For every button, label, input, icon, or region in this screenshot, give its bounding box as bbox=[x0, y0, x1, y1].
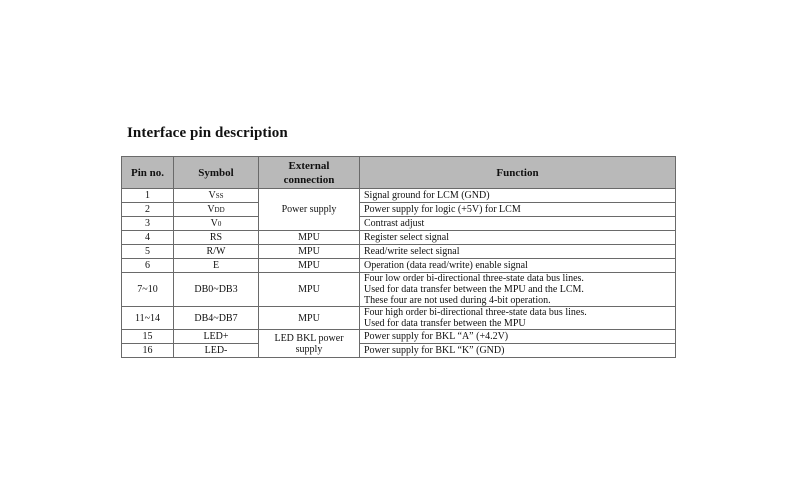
symbol-cell: E bbox=[174, 259, 259, 273]
symbol-cell: DB4~DB7 bbox=[174, 307, 259, 330]
pin-cell: 4 bbox=[122, 231, 174, 245]
function-cell bbox=[360, 330, 676, 344]
function-line: Four high order bi-directional three-state data bus lines. bbox=[364, 307, 587, 318]
function-cell bbox=[360, 307, 676, 330]
external-cell: MPU bbox=[259, 259, 360, 273]
pin-cell: 16 bbox=[122, 344, 174, 358]
pin-cell: 7~10 bbox=[122, 273, 174, 307]
page-title: Interface pin description bbox=[127, 125, 288, 141]
symbol-cell bbox=[174, 189, 259, 203]
pin-cell: 1 bbox=[122, 189, 174, 203]
symbol-subscript: SS bbox=[215, 191, 224, 200]
table-row bbox=[122, 330, 676, 344]
symbol-main: V bbox=[210, 217, 218, 229]
external-cell: MPU bbox=[259, 231, 360, 245]
table-row bbox=[122, 189, 676, 203]
function-line: Operation (data read/write) enable signal bbox=[364, 260, 528, 271]
symbol-cell: LED+ bbox=[174, 330, 259, 344]
external-led-bkl-cell bbox=[259, 330, 360, 358]
function-line: Register select signal bbox=[364, 232, 449, 243]
function-line: Contrast adjust bbox=[364, 218, 425, 229]
header-external-connection bbox=[259, 157, 360, 189]
function-line: Used for data transfer between the MPU and the LCM. bbox=[364, 284, 584, 295]
function-cell bbox=[360, 217, 676, 231]
symbol-cell bbox=[174, 203, 259, 217]
pin-cell: 11~14 bbox=[122, 307, 174, 330]
function-cell bbox=[360, 245, 676, 259]
header-symbol: Symbol bbox=[174, 157, 259, 189]
function-cell bbox=[360, 231, 676, 245]
table-row bbox=[122, 273, 676, 307]
function-line: Signal ground for LCM (GND) bbox=[364, 190, 490, 201]
led-bkl-line2: supply bbox=[295, 343, 323, 355]
table-row bbox=[122, 245, 676, 259]
pin-cell: 6 bbox=[122, 259, 174, 273]
function-cell bbox=[360, 189, 676, 203]
table-row bbox=[122, 217, 676, 231]
symbol-cell: R/W bbox=[174, 245, 259, 259]
symbol-subscript: DD bbox=[214, 205, 225, 214]
pin-cell: 2 bbox=[122, 203, 174, 217]
pin-cell: 15 bbox=[122, 330, 174, 344]
header-external-line1: External bbox=[288, 159, 330, 172]
function-line: Power supply for logic (+5V) for LCM bbox=[364, 204, 521, 215]
external-cell: MPU bbox=[259, 245, 360, 259]
function-cell bbox=[360, 273, 676, 307]
function-cell bbox=[360, 203, 676, 217]
function-cell bbox=[360, 259, 676, 273]
function-line: Power supply for BKL “K” (GND) bbox=[364, 345, 505, 356]
function-line: Read/write select signal bbox=[364, 246, 460, 257]
function-line: Four low order bi-directional three-state data bus lines. bbox=[364, 273, 584, 284]
header-external-line2: connection bbox=[283, 173, 335, 186]
table-header-row bbox=[122, 157, 676, 189]
symbol-subscript: 0 bbox=[217, 219, 222, 228]
pin-cell: 3 bbox=[122, 217, 174, 231]
symbol-main: V bbox=[207, 203, 215, 215]
function-line: Used for data transfer between the MPU bbox=[364, 318, 526, 329]
pin-description-table bbox=[121, 156, 676, 358]
table-row bbox=[122, 344, 676, 358]
function-line: Power supply for BKL “A” (+4.2V) bbox=[364, 331, 509, 342]
symbol-cell: DB0~DB3 bbox=[174, 273, 259, 307]
symbol-cell bbox=[174, 217, 259, 231]
function-cell bbox=[360, 344, 676, 358]
header-pin-no: Pin no. bbox=[122, 157, 174, 189]
symbol-main: V bbox=[208, 189, 216, 201]
pin-cell: 5 bbox=[122, 245, 174, 259]
led-bkl-line1: LED BKL power bbox=[274, 332, 344, 344]
external-cell: MPU bbox=[259, 273, 360, 307]
function-line: These four are not used during 4-bit operation. bbox=[364, 295, 551, 306]
external-cell: MPU bbox=[259, 307, 360, 330]
symbol-cell: LED- bbox=[174, 344, 259, 358]
header-function: Function bbox=[360, 157, 676, 189]
table-row bbox=[122, 259, 676, 273]
table-row bbox=[122, 231, 676, 245]
external-power-supply-cell: Power supply bbox=[259, 189, 360, 231]
symbol-cell: RS bbox=[174, 231, 259, 245]
table-row bbox=[122, 307, 676, 330]
table-row bbox=[122, 203, 676, 217]
